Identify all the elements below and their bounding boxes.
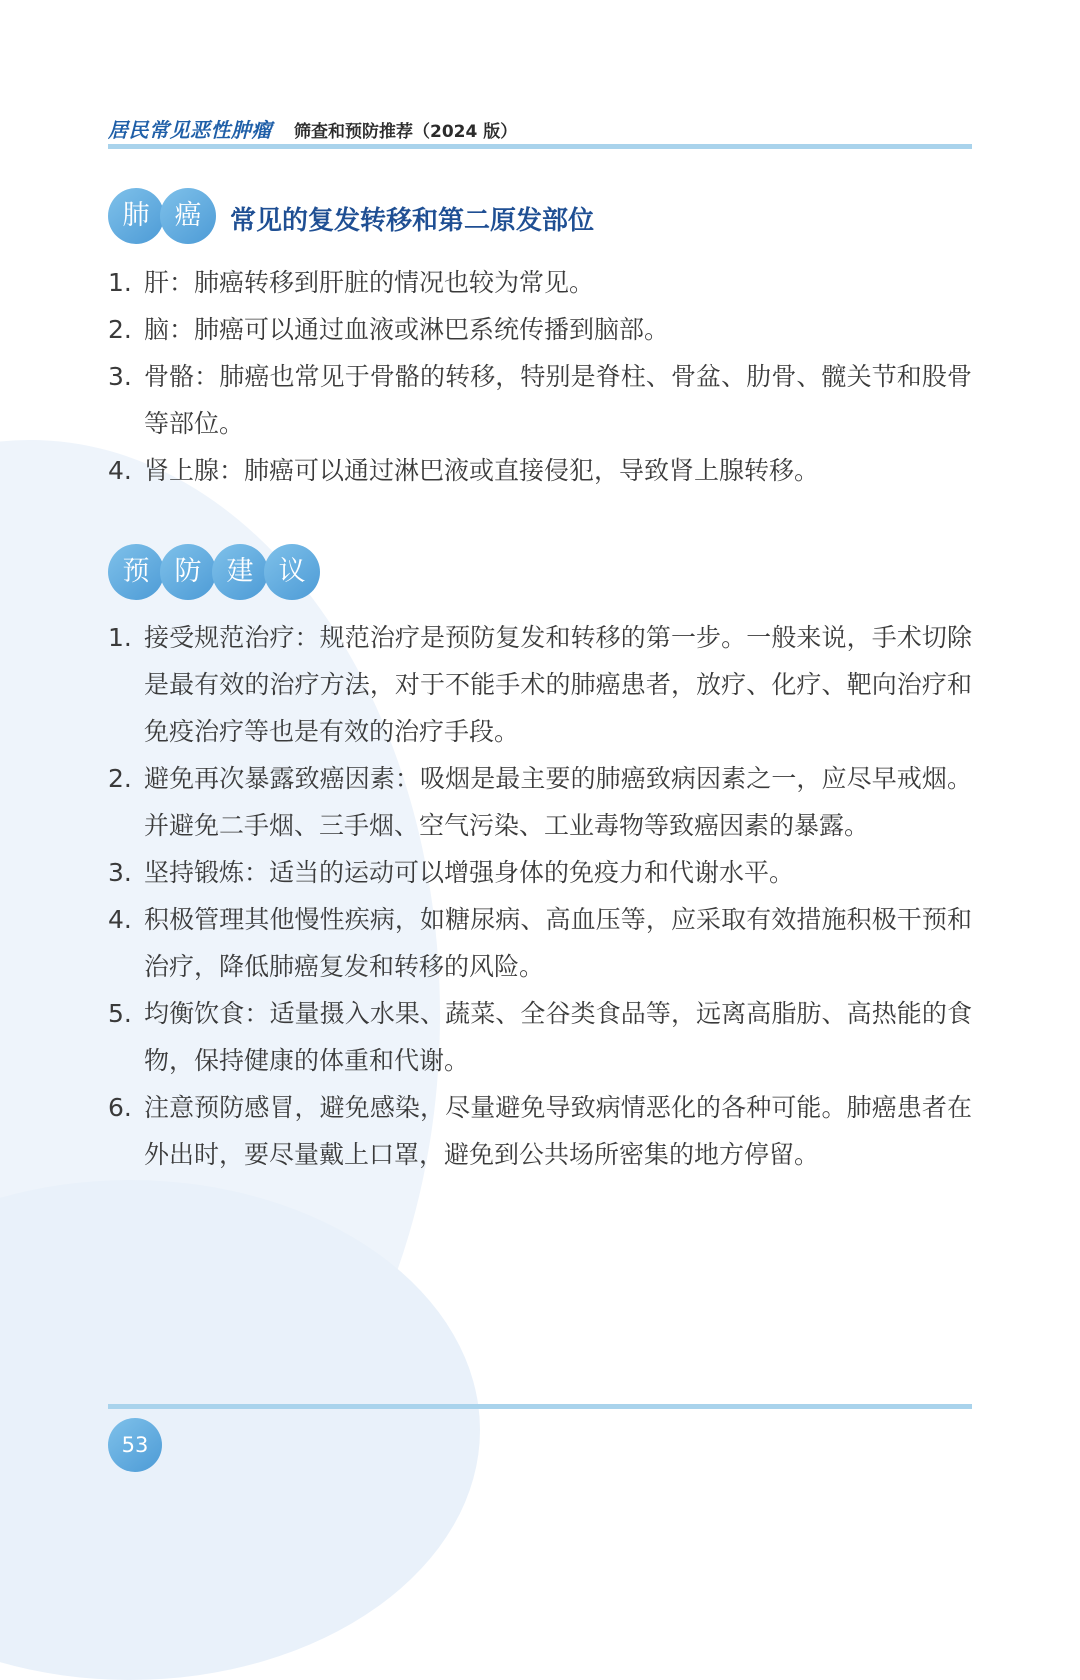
item-number: 3.: [108, 858, 132, 887]
page-header: [108, 110, 972, 150]
badge-char: 建: [212, 544, 268, 600]
item-number: 5.: [108, 999, 132, 1028]
list-item: [108, 353, 972, 447]
prevention-advice-list: [108, 614, 972, 1178]
item-text: 接受规范治疗：规范治疗是预防复发和转移的第一步。一般来说，手术切除是最有效的治疗方法，对于不能手术的肺癌患者，放疗、化疗、靶向治疗和免疫治疗等也是有效的治疗手段。: [144, 623, 972, 746]
item-text: 均衡饮食：适量摄入水果、蔬菜、全谷类食品等，远离高脂肪、高热能的食物，保持健康的体重和代谢。: [144, 999, 972, 1075]
badge-char: 癌: [160, 188, 216, 244]
item-number: 3.: [108, 362, 132, 391]
page-number: 53: [108, 1418, 162, 1472]
list-item: [108, 306, 972, 353]
header-subtitle: 筛查和预防推荐（2024 版）: [294, 122, 518, 142]
badge-char: 肺: [108, 188, 164, 244]
item-text: 肾上腺：肺癌可以通过淋巴液或直接侵犯，导致肾上腺转移。: [144, 456, 820, 485]
item-number: 1.: [108, 623, 132, 652]
item-text: 注意预防感冒，避免感染，尽量避免导致病情恶化的各种可能。肺癌患者在外出时，要尽量戴上口罩，避免到公共场所密集的地方停留。: [144, 1093, 972, 1169]
item-number: 2.: [108, 764, 132, 793]
footer-rule: [108, 1404, 972, 1409]
item-number: 6.: [108, 1093, 132, 1122]
item-text: 骨骼：肺癌也常见于骨骼的转移，特别是脊柱、骨盆、肋骨、髋关节和股骨等部位。: [144, 362, 972, 438]
item-text: 积极管理其他慢性疾病，如糖尿病、高血压等，应采取有效措施积极干预和治疗，降低肺癌复发和转移的风险。: [144, 905, 972, 981]
list-item: [108, 1084, 972, 1178]
list-item: [108, 990, 972, 1084]
metastasis-site-list: [108, 259, 972, 494]
item-number: 1.: [108, 268, 132, 297]
list-item: [108, 896, 972, 990]
section-heading-prevention: [108, 544, 972, 602]
item-text: 肝：肺癌转移到肝脏的情况也较为常见。: [144, 268, 595, 297]
header-title: 居民常见恶性肿瘤: [108, 118, 272, 142]
item-text: 脑：肺癌可以通过血液或淋巴系统传播到脑部。: [144, 315, 670, 344]
list-item: [108, 849, 972, 896]
list-item: [108, 447, 972, 494]
item-number: 4.: [108, 905, 132, 934]
list-item: [108, 614, 972, 755]
badge-char: 议: [264, 544, 320, 600]
list-item: [108, 755, 972, 849]
item-text: 避免再次暴露致癌因素：吸烟是最主要的肺癌致病因素之一，应尽早戒烟。并避免二手烟、三手烟、空气污染、工业毒物等致癌因素的暴露。: [144, 764, 972, 840]
badge-char: 预: [108, 544, 164, 600]
badge-char: 防: [160, 544, 216, 600]
section-title: 常见的复发转移和第二原发部位: [230, 206, 595, 236]
item-number: 4.: [108, 456, 132, 485]
list-item: [108, 259, 972, 306]
item-number: 2.: [108, 315, 132, 344]
item-text: 坚持锻炼：适当的运动可以增强身体的免疫力和代谢水平。: [144, 858, 795, 887]
header-rule: [108, 144, 972, 149]
section-heading-lung-cancer: [108, 188, 972, 246]
